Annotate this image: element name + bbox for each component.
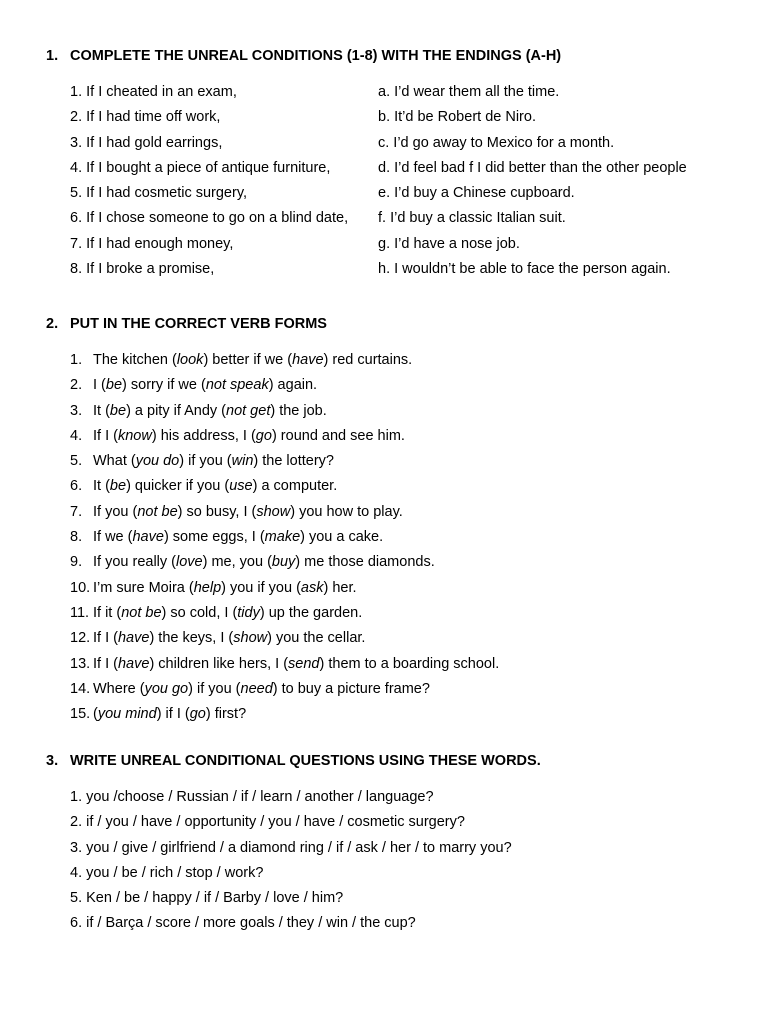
question-item: 3. you / give / girlfriend / a diamond ring / if / ask / her / to marry you? bbox=[70, 839, 512, 856]
verb-item-number: 3. bbox=[70, 402, 83, 419]
verb-prompt: show bbox=[233, 630, 268, 647]
verb-prompt: make bbox=[264, 529, 301, 546]
ending-item: b. It’d be Robert de Niro. bbox=[378, 109, 536, 126]
verb-item-text: ) to buy a picture frame? bbox=[272, 680, 430, 697]
verb-item-text: ) the lottery? bbox=[253, 453, 334, 470]
verb-item bbox=[70, 426, 499, 451]
verb-item-text: ) some eggs, I ( bbox=[163, 529, 265, 546]
verb-item-text: ) a pity if Andy ( bbox=[126, 402, 226, 419]
verb-prompt: not speak bbox=[205, 377, 269, 394]
verb-item-text: If you ( bbox=[93, 503, 138, 520]
section-3 bbox=[46, 753, 748, 932]
questions-list bbox=[70, 787, 512, 939]
verb-prompt: go bbox=[255, 427, 272, 444]
verb-item-text: ) if I ( bbox=[156, 706, 190, 723]
verb-forms-list bbox=[70, 350, 499, 729]
verb-item-text: ) so busy, I ( bbox=[177, 503, 257, 520]
verb-prompt: send bbox=[288, 655, 320, 672]
verb-item-text: ) you a cake. bbox=[300, 529, 384, 546]
question-item: 4. you / be / rich / stop / work? bbox=[70, 864, 264, 881]
verb-item-text: I ( bbox=[93, 377, 106, 394]
verb-item-text: ) so cold, I ( bbox=[161, 604, 238, 621]
verb-item bbox=[70, 704, 499, 729]
verb-prompt: not get bbox=[226, 402, 271, 419]
verb-prompt: be bbox=[109, 478, 127, 495]
verb-prompt: win bbox=[231, 453, 254, 470]
verb-prompt: use bbox=[229, 478, 253, 495]
verb-item-text: If we ( bbox=[93, 529, 133, 546]
condition-item: 8. If I broke a promise, bbox=[70, 261, 215, 278]
verb-item-number: 6. bbox=[70, 478, 83, 495]
verb-item-text: ) children like hers, I ( bbox=[149, 655, 289, 672]
verb-item-text: ) first? bbox=[205, 706, 247, 723]
verb-item-text: ) again. bbox=[268, 377, 318, 394]
ending-item: c. I’d go away to Mexico for a month. bbox=[378, 134, 615, 151]
verb-item-number: 10. bbox=[70, 579, 91, 596]
condition-item: 4. If I bought a piece of antique furniture, bbox=[70, 159, 331, 176]
verb-item-text: ) a computer. bbox=[252, 478, 338, 495]
verb-prompt: not be bbox=[137, 503, 178, 520]
question-item: 5. Ken / be / happy / if / Barby / love / him? bbox=[70, 890, 344, 907]
verb-item-text: ) his address, I ( bbox=[151, 427, 256, 444]
verb-prompt: you do bbox=[135, 453, 180, 470]
verb-item-text: ) round and see him. bbox=[271, 427, 405, 444]
verb-item-number: 12. bbox=[70, 630, 91, 647]
verb-prompt: you mind bbox=[97, 706, 157, 723]
verb-item-text: ) me those diamonds. bbox=[295, 554, 435, 571]
verb-item-number: 13. bbox=[70, 655, 91, 672]
verb-item-text: If I ( bbox=[93, 655, 118, 672]
verb-item-text: ) red curtains. bbox=[323, 352, 413, 368]
ending-item: a. I’d wear them all the time. bbox=[378, 84, 560, 100]
verb-prompt: show bbox=[256, 503, 291, 520]
verb-item-number: 4. bbox=[70, 427, 83, 444]
section-1-heading bbox=[46, 48, 748, 64]
verb-item-number: 2. bbox=[70, 377, 83, 394]
verb-prompt: have bbox=[117, 630, 150, 647]
verb-item bbox=[70, 527, 499, 552]
condition-item: 3. If I had gold earrings, bbox=[70, 134, 223, 151]
condition-item: 2. If I had time off work, bbox=[70, 109, 221, 126]
verb-prompt: you go bbox=[144, 680, 189, 697]
verb-prompt: be bbox=[109, 402, 127, 419]
verb-prompt: help bbox=[193, 579, 222, 596]
verb-item-number: 14. bbox=[70, 680, 91, 697]
verb-item-text: I’m sure Moira ( bbox=[93, 579, 194, 596]
verb-item-text: ) you the cellar. bbox=[267, 630, 366, 647]
verb-item-number: 11. bbox=[70, 604, 90, 621]
endings-list bbox=[378, 82, 758, 284]
verb-item-text: If I ( bbox=[93, 630, 118, 647]
section-1 bbox=[46, 48, 748, 278]
section-2-heading bbox=[46, 316, 748, 332]
verb-item-number: 9. bbox=[70, 554, 83, 571]
verb-item-text: ) the keys, I ( bbox=[149, 630, 234, 647]
verb-item-text: ) sorry if we ( bbox=[122, 377, 206, 394]
verb-item-text: ) quicker if you ( bbox=[126, 478, 230, 495]
verb-item-text: ) her. bbox=[323, 579, 357, 596]
ending-item: d. I’d feel bad f I did better than the other people bbox=[378, 159, 687, 176]
ending-item: g. I’d have a nose job. bbox=[378, 235, 520, 252]
ending-item: f. I’d buy a classic Italian suit. bbox=[378, 210, 566, 227]
question-item: 1. you /choose / Russian / if / learn / another / language? bbox=[70, 789, 434, 805]
section-1-title: COMPLETE THE UNREAL CONDITIONS (1-8) WITH THE ENDINGS (A-H) bbox=[70, 48, 562, 64]
verb-prompt: love bbox=[176, 554, 203, 571]
verb-item-text: It ( bbox=[93, 402, 110, 419]
verb-prompt: be bbox=[105, 377, 123, 394]
verb-item-text: The kitchen ( bbox=[93, 352, 177, 368]
verb-item-text: ) me, you ( bbox=[202, 554, 272, 571]
question-item: 2. if / you / have / opportunity / you / have / cosmetic surgery? bbox=[70, 814, 465, 831]
verb-prompt: buy bbox=[271, 554, 296, 571]
verb-item bbox=[70, 654, 499, 679]
verb-item bbox=[70, 552, 499, 577]
verb-prompt: have bbox=[132, 529, 164, 546]
verb-prompt: not be bbox=[121, 604, 162, 621]
verb-item bbox=[70, 375, 499, 400]
verb-item bbox=[70, 401, 499, 426]
verb-item-number: 1. bbox=[70, 352, 83, 368]
condition-item: 5. If I had cosmetic surgery, bbox=[70, 185, 248, 202]
verb-item-text: ( bbox=[93, 706, 98, 723]
verb-item-number: 8. bbox=[70, 529, 83, 546]
verb-item-text: It ( bbox=[93, 478, 110, 495]
verb-item-text: ) the job. bbox=[270, 402, 327, 419]
verb-item-text: ) you how to play. bbox=[290, 503, 403, 520]
verb-item bbox=[70, 628, 499, 653]
verb-item bbox=[70, 451, 499, 476]
verb-prompt: have bbox=[292, 352, 324, 368]
verb-item-text: If you really ( bbox=[93, 554, 176, 571]
verb-item-text: ) better if we ( bbox=[203, 352, 293, 368]
verb-item-text: ) them to a boarding school. bbox=[319, 655, 500, 672]
verb-item bbox=[70, 476, 499, 501]
verb-prompt: go bbox=[189, 706, 206, 723]
section-2 bbox=[46, 316, 748, 723]
section-2-title: PUT IN THE CORRECT VERB FORMS bbox=[70, 316, 327, 332]
verb-prompt: ask bbox=[300, 579, 324, 596]
verb-item-number: 15. bbox=[70, 706, 91, 723]
condition-item: 7. If I had enough money, bbox=[70, 235, 234, 252]
verb-prompt: know bbox=[117, 427, 152, 444]
verb-prompt: need bbox=[240, 680, 273, 697]
verb-item bbox=[70, 679, 499, 704]
section-1-number: 1. bbox=[46, 48, 59, 64]
verb-item bbox=[70, 350, 499, 375]
verb-item bbox=[70, 603, 499, 628]
verb-item-number: 7. bbox=[70, 503, 83, 520]
verb-prompt: tidy bbox=[237, 604, 260, 621]
section-2-number: 2. bbox=[46, 316, 59, 332]
verb-item bbox=[70, 502, 499, 527]
verb-item bbox=[70, 578, 499, 603]
verb-item-text: What ( bbox=[93, 453, 136, 470]
verb-item-text: ) if you ( bbox=[179, 453, 232, 470]
verb-item-text: ) you if you ( bbox=[221, 579, 301, 596]
ending-item: e. I’d buy a Chinese cupboard. bbox=[378, 185, 575, 202]
section-3-heading bbox=[46, 753, 748, 769]
verb-item-text: ) up the garden. bbox=[259, 604, 363, 621]
question-item: 6. if / Barça / score / more goals / they / win / the cup? bbox=[70, 915, 416, 932]
section-3-title: WRITE UNREAL CONDITIONAL QUESTIONS USING THESE WORDS. bbox=[70, 753, 541, 769]
verb-item-text: If it ( bbox=[93, 604, 122, 621]
verb-item-text: Where ( bbox=[93, 680, 145, 697]
verb-item-text: ) if you ( bbox=[188, 680, 241, 697]
condition-item: 6. If I chose someone to go on a blind date, bbox=[70, 210, 349, 227]
condition-item: 1. If I cheated in an exam, bbox=[70, 84, 237, 100]
verb-item-number: 5. bbox=[70, 453, 83, 470]
verb-prompt: look bbox=[176, 352, 204, 368]
verb-prompt: have bbox=[117, 655, 150, 672]
verb-item-text: If I ( bbox=[93, 427, 118, 444]
conditions-list bbox=[70, 82, 380, 284]
section-3-number: 3. bbox=[46, 753, 59, 769]
ending-item: h. I wouldn’t be able to face the person again. bbox=[378, 261, 671, 278]
